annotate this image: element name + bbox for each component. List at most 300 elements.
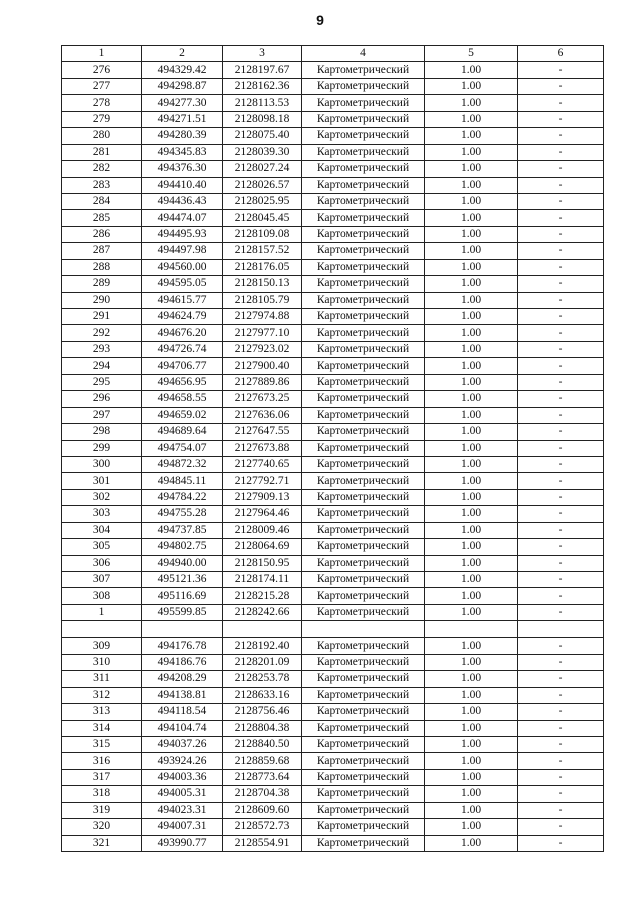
table-cell: 2128197.67 [223,62,302,78]
table-cell: 1.00 [425,802,518,818]
table-cell: Картометрический [302,588,425,604]
column-header: 2 [142,46,223,62]
table-cell: 1.00 [425,654,518,670]
table-cell: 494656.95 [142,374,223,390]
table-cell: Картометрический [302,506,425,522]
table-cell: 2127673.88 [223,440,302,456]
table-cell: - [518,358,604,374]
table-cell: - [518,671,604,687]
table-cell: 2128756.46 [223,704,302,720]
table-cell: - [518,243,604,259]
table-cell: - [518,210,604,226]
table-cell: 1.00 [425,243,518,259]
table-cell: 1.00 [425,704,518,720]
table-cell: 1.00 [425,769,518,785]
table-cell: 1.00 [425,358,518,374]
table-cell: Картометрический [302,473,425,489]
table-cell: - [518,704,604,720]
table-cell: 1.00 [425,671,518,687]
table-cell: 494872.32 [142,456,223,472]
table-row [62,769,604,785]
table-cell: 309 [62,638,142,654]
table-cell: 300 [62,456,142,472]
table-cell: 1.00 [425,819,518,835]
table-cell: 494784.22 [142,489,223,505]
table-row [62,193,604,209]
table-cell: 494329.42 [142,62,223,78]
table-cell: - [518,341,604,357]
table-cell: 312 [62,687,142,703]
table-cell: 287 [62,243,142,259]
table-cell: 290 [62,292,142,308]
table-cell: 301 [62,473,142,489]
table-cell: 320 [62,819,142,835]
table-cell: 1.00 [425,325,518,341]
table-row [62,704,604,720]
table-cell: - [518,720,604,736]
table-cell: 1.00 [425,111,518,127]
table-cell: - [518,572,604,588]
table-cell: 1.00 [425,276,518,292]
table-cell: 494754.07 [142,440,223,456]
table-cell: 494436.43 [142,193,223,209]
table-row [62,456,604,472]
table-cell: 1.00 [425,62,518,78]
table-cell: 282 [62,161,142,177]
table-cell: 494497.98 [142,243,223,259]
table-cell: 1.00 [425,440,518,456]
table-cell: 494280.39 [142,128,223,144]
table-row [62,292,604,308]
header-row [62,46,604,62]
table-cell: Картометрический [302,128,425,144]
table-cell: 2127923.02 [223,341,302,357]
table-cell: Картометрический [302,522,425,538]
table-cell: 314 [62,720,142,736]
table-cell: 315 [62,736,142,752]
table-cell: 2128150.95 [223,555,302,571]
table-cell: Картометрический [302,210,425,226]
table-cell: Картометрический [302,489,425,505]
table-cell: 1.00 [425,144,518,160]
table-cell: 494845.11 [142,473,223,489]
table-cell: 2128026.57 [223,177,302,193]
table-cell: Картометрический [302,111,425,127]
page-number: 9 [316,12,324,28]
table-cell: 494277.30 [142,95,223,111]
table-cell: - [518,407,604,423]
table-cell: Картометрический [302,341,425,357]
table-cell: 1.00 [425,78,518,94]
table-cell: - [518,638,604,654]
table-cell: 2128105.79 [223,292,302,308]
table-cell: 319 [62,802,142,818]
table-cell: 1.00 [425,128,518,144]
table-row [62,489,604,505]
table-cell: - [518,424,604,440]
table-cell: 1.00 [425,341,518,357]
table-cell: 494003.36 [142,769,223,785]
table-row [62,539,604,555]
table-cell: 494706.77 [142,358,223,374]
table-cell: 276 [62,62,142,78]
table-cell: 495121.36 [142,572,223,588]
table-cell: 2128859.68 [223,753,302,769]
table-cell: 2128176.05 [223,259,302,275]
table-cell: 494037.26 [142,736,223,752]
table-cell: 284 [62,193,142,209]
table-cell: Картометрический [302,243,425,259]
table-cell: 1.00 [425,226,518,242]
table-row [62,374,604,390]
table-cell: 2128215.28 [223,588,302,604]
table-cell: 494023.31 [142,802,223,818]
table-cell: Картометрический [302,753,425,769]
table-row [62,276,604,292]
table-cell: 494495.93 [142,226,223,242]
table-cell: 1.00 [425,161,518,177]
table-cell: 2128098.18 [223,111,302,127]
table-cell: - [518,555,604,571]
table-cell: Картометрический [302,539,425,555]
table-cell: - [518,736,604,752]
table-cell: 495599.85 [142,604,223,620]
table-cell: 279 [62,111,142,127]
table-cell: - [518,489,604,505]
table-cell: 494737.85 [142,522,223,538]
table-cell: 494659.02 [142,407,223,423]
table-cell: 1.00 [425,506,518,522]
table-cell: Картометрический [302,802,425,818]
table-row [62,177,604,193]
table-row [62,210,604,226]
table-cell: 2128075.40 [223,128,302,144]
table-row [62,62,604,78]
table-cell: 1.00 [425,555,518,571]
column-header: 4 [302,46,425,62]
table-cell: 2128773.64 [223,769,302,785]
table-cell: Картометрический [302,78,425,94]
table-cell: Картометрический [302,374,425,390]
table-cell: Картометрический [302,259,425,275]
table-cell: 1.00 [425,687,518,703]
table-row [62,144,604,160]
table-cell: - [518,374,604,390]
table-cell: 306 [62,555,142,571]
table-cell: - [518,128,604,144]
table-cell: - [518,506,604,522]
table-cell: 494118.54 [142,704,223,720]
table-row [62,128,604,144]
table-row [62,506,604,522]
table-cell: 494176.78 [142,638,223,654]
table-cell: 494345.83 [142,144,223,160]
table-row [62,604,604,620]
table-cell: Картометрический [302,309,425,325]
table-row [62,572,604,588]
table-cell: - [518,456,604,472]
table-cell: 2128633.16 [223,687,302,703]
table-cell: - [518,819,604,835]
table-cell: Картометрический [302,604,425,620]
table-cell: 1.00 [425,473,518,489]
table-cell: 493990.77 [142,835,223,851]
table-cell: Картометрический [302,786,425,802]
table-cell: 288 [62,259,142,275]
table-row [62,720,604,736]
table-cell: Картометрический [302,456,425,472]
table-row [62,555,604,571]
table-row [62,325,604,341]
table-row [62,95,604,111]
table-row [62,226,604,242]
table-cell: 494658.55 [142,391,223,407]
table-cell: 1.00 [425,95,518,111]
table-cell: 494802.75 [142,539,223,555]
table-row [62,78,604,94]
group-separator-row [62,621,604,638]
table-cell: 296 [62,391,142,407]
table-cell: - [518,654,604,670]
table-cell: 1.00 [425,736,518,752]
table-cell: 494271.51 [142,111,223,127]
column-header: 3 [223,46,302,62]
table-cell: 494676.20 [142,325,223,341]
table-cell: 2128113.53 [223,95,302,111]
table-cell: Картометрический [302,226,425,242]
table-cell: 1.00 [425,720,518,736]
table-cell: 2127900.40 [223,358,302,374]
table-cell: 1.00 [425,193,518,209]
table-cell: Картометрический [302,687,425,703]
table-cell: 2128609.60 [223,802,302,818]
table-row [62,243,604,259]
table-cell: Картометрический [302,95,425,111]
table-cell: 494689.64 [142,424,223,440]
table-cell: 494615.77 [142,292,223,308]
table-body [62,62,604,852]
table-cell: 1.00 [425,522,518,538]
table-cell: 494726.74 [142,341,223,357]
table-cell: 2127792.71 [223,473,302,489]
table-cell: 494007.31 [142,819,223,835]
table-cell: 1.00 [425,210,518,226]
table-cell: 494138.81 [142,687,223,703]
table-cell: 2128174.11 [223,572,302,588]
table-cell: 2128109.08 [223,226,302,242]
table-row [62,407,604,423]
table-cell: 2128157.52 [223,243,302,259]
table-cell: 2127740.65 [223,456,302,472]
table-cell: 1.00 [425,604,518,620]
table-cell: Картометрический [302,555,425,571]
table-cell: - [518,522,604,538]
table-cell: 2128242.66 [223,604,302,620]
table-cell: Картометрический [302,720,425,736]
table-cell: 494624.79 [142,309,223,325]
table-cell: 303 [62,506,142,522]
table-cell: 494560.00 [142,259,223,275]
table-cell: Картометрический [302,819,425,835]
table-cell: Картометрический [302,193,425,209]
table-row [62,424,604,440]
table-cell: 2128162.36 [223,78,302,94]
table-cell: 308 [62,588,142,604]
table-cell: Картометрический [302,736,425,752]
table-cell: - [518,193,604,209]
table-cell: 1.00 [425,753,518,769]
table-cell: - [518,309,604,325]
empty-cell [425,621,518,638]
table-cell: - [518,786,604,802]
table-cell: Картометрический [302,704,425,720]
table-row [62,638,604,654]
table-cell: 277 [62,78,142,94]
table-cell: 1.00 [425,572,518,588]
table-row [62,588,604,604]
column-header: 1 [62,46,142,62]
table-row [62,736,604,752]
table-cell: - [518,391,604,407]
empty-cell [518,621,604,638]
table-cell: 494376.30 [142,161,223,177]
table-cell: 495116.69 [142,588,223,604]
table-cell: Картометрический [302,177,425,193]
table-cell: 493924.26 [142,753,223,769]
table-cell: 302 [62,489,142,505]
table-cell: 291 [62,309,142,325]
table-cell: - [518,259,604,275]
table-cell: 2127889.86 [223,374,302,390]
table-cell: Картометрический [302,638,425,654]
table-row [62,802,604,818]
table-cell: 2127636.06 [223,407,302,423]
coordinates-table [61,45,604,852]
table-row [62,309,604,325]
empty-cell [302,621,425,638]
table-cell: Картометрический [302,835,425,851]
column-header: 6 [518,46,604,62]
table-cell: 2127977.10 [223,325,302,341]
table-cell: 2128554.91 [223,835,302,851]
table-cell: Картометрический [302,358,425,374]
table-cell: 299 [62,440,142,456]
table-cell: Картометрический [302,144,425,160]
table-row [62,687,604,703]
table-cell: 2128804.38 [223,720,302,736]
table-cell: 311 [62,671,142,687]
table-cell: 304 [62,522,142,538]
table-cell: 286 [62,226,142,242]
table-cell: 1.00 [425,489,518,505]
table-row [62,671,604,687]
table-cell: - [518,604,604,620]
table-cell: Картометрический [302,62,425,78]
table-cell: 2128027.24 [223,161,302,177]
table-cell: 2128025.95 [223,193,302,209]
table-cell: 1.00 [425,259,518,275]
table-cell: Картометрический [302,671,425,687]
table-cell: 285 [62,210,142,226]
table-cell: Картометрический [302,161,425,177]
table-cell: 292 [62,325,142,341]
table-cell: 1.00 [425,424,518,440]
table-cell: 1.00 [425,292,518,308]
table-cell: Картометрический [302,407,425,423]
table-row [62,522,604,538]
table-cell: Картометрический [302,440,425,456]
table-cell: 1.00 [425,835,518,851]
table-cell: - [518,687,604,703]
table-cell: 494755.28 [142,506,223,522]
table-cell: 295 [62,374,142,390]
table-cell: 1.00 [425,786,518,802]
table-cell: - [518,753,604,769]
table-cell: 2127647.55 [223,424,302,440]
empty-cell [142,621,223,638]
table-cell: 1.00 [425,456,518,472]
table-cell: 2127974.88 [223,309,302,325]
table-cell: 1 [62,604,142,620]
table-cell: 494186.76 [142,654,223,670]
table-cell: - [518,144,604,160]
table-row [62,161,604,177]
table-cell: 316 [62,753,142,769]
table-cell: - [518,111,604,127]
table-cell: 2127673.25 [223,391,302,407]
table-cell: 305 [62,539,142,555]
table-cell: 2128253.78 [223,671,302,687]
table-cell: 278 [62,95,142,111]
table-cell: 494208.29 [142,671,223,687]
table-cell: 317 [62,769,142,785]
table-cell: 310 [62,654,142,670]
table-cell: 2127964.46 [223,506,302,522]
table-cell: 313 [62,704,142,720]
table-cell: - [518,440,604,456]
table-cell: 1.00 [425,177,518,193]
table-row [62,259,604,275]
table-cell: 1.00 [425,539,518,555]
table-row [62,341,604,357]
table-cell: - [518,769,604,785]
table-cell: 294 [62,358,142,374]
table-cell: 1.00 [425,638,518,654]
table-cell: 1.00 [425,407,518,423]
table-cell: - [518,473,604,489]
table-cell: - [518,325,604,341]
table-cell: 280 [62,128,142,144]
table-cell: Картометрический [302,391,425,407]
table-cell: - [518,177,604,193]
table-cell: 2127909.13 [223,489,302,505]
table-cell: - [518,835,604,851]
table-cell: Картометрический [302,424,425,440]
table-cell: Картометрический [302,654,425,670]
table-cell: 1.00 [425,309,518,325]
table-cell: 281 [62,144,142,160]
table-cell: 1.00 [425,588,518,604]
table-cell: - [518,802,604,818]
table-cell: 494005.31 [142,786,223,802]
table-cell: 298 [62,424,142,440]
table-cell: - [518,161,604,177]
table-cell: 2128045.45 [223,210,302,226]
table-cell: 494474.07 [142,210,223,226]
table-cell: - [518,276,604,292]
table-cell: Картометрический [302,572,425,588]
table-cell: 494595.05 [142,276,223,292]
